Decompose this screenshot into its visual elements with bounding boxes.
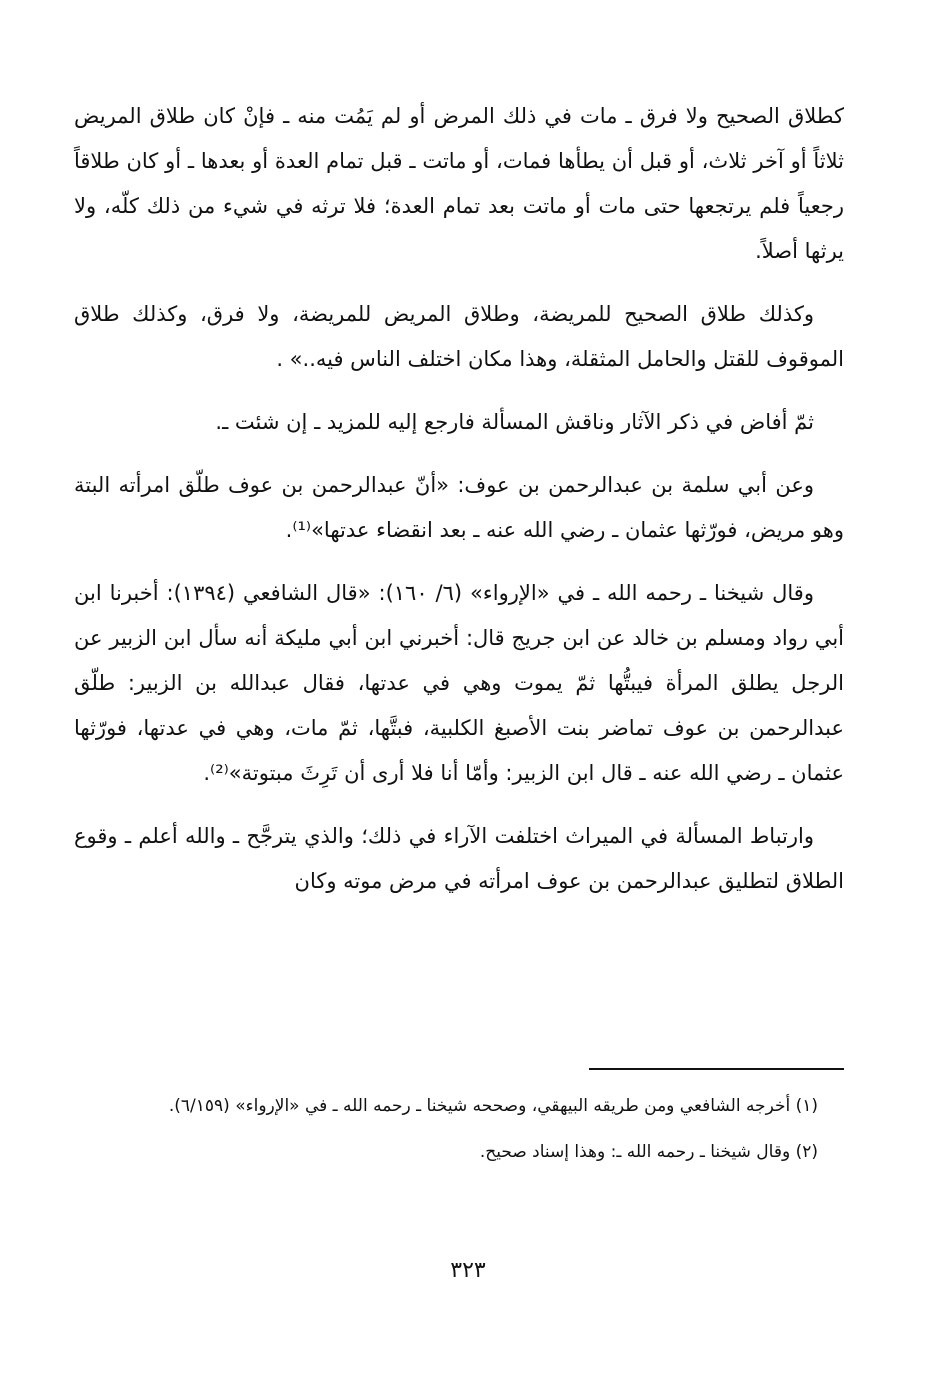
- paragraph-6: وارتباط المسألة في الميراث اختلفت الآراء في ذلك؛ والذي يترجَّح ـ والله أعلم ـ وقوع الطلاق لتطليق عبدالرحمن بن عوف امرأته في مرض موته وكان: [74, 824, 844, 893]
- footnotes: [74, 1088, 844, 1180]
- paragraph-2: وكذلك طلاق الصحيح للمريضة، وطلاق المريض للمريضة، ولا فرق، وكذلك طلاق الموقوف للقتل والحامل المثقلة، وهذا مكان اختلف الناس فيه..» .: [74, 302, 844, 371]
- main-text: [74, 94, 844, 922]
- paragraph-5: وقال شيخنا ـ رحمه الله ـ في «الإرواء» (٦/ ١٦٠): «قال الشافعي (١٣٩٤): أخبرنا ابن أبي رواد ومسلم بن خالد عن ابن جريج قال: أخبرني ابن أبي مليكة أنه سأل ابن الزبير عن الرجل يطلق المرأة فيبتُّها ثمّ يموت وهي في عدتها، فقال عبدالله بن الزبير: طلّق عبدالرحمن بن عوف تماضر بنت الأصبغ الكلبية، فبتَّها، ثمّ مات، وهي في عدتها، فورّثها عثمان ـ رضي الله عنه ـ قال ابن الزبير: وأمّا أنا فلا أرى أن تَرِثَ مبتوتة»⁽²⁾.: [74, 581, 844, 785]
- footnote-2: (٢) وقال شيخنا ـ رحمه الله ـ: وهذا إسناد صحيح.: [479, 1142, 818, 1162]
- paragraph-4: وعن أبي سلمة بن عبدالرحمن بن عوف: «أنّ عبدالرحمن بن عوف طلّق امرأته البتة وهو مريض، فورّثها عثمان ـ رضي الله عنه ـ بعد انقضاء عدتها»⁽¹⁾.: [74, 473, 844, 542]
- footnote-1: (١) أخرجه الشافعي ومن طريقه البيهقي، وصححه شيخنا ـ رحمه الله ـ في «الإرواء» (٦/١٥٩).: [168, 1096, 818, 1116]
- page-number: ٣٢٣: [450, 1258, 486, 1283]
- footnote-separator: [589, 1068, 844, 1070]
- paragraph-1: كطلاق الصحيح ولا فرق ـ مات في ذلك المرض أو لم يَمُت منه ـ فإنْ كان طلاق المريض ثلاثاً أو آخر ثلاث، أو قبل أن يطأها فمات، أو ماتت ـ قبل تمام العدة أو بعدها ـ أو كان طلاقاً رجعياً فلم يرتجعها حتى مات أو ماتت بعد تمام العدة؛ فلا ترثه في شيء من ذلك كلّه، ولا يرثها أصلاً.: [74, 104, 844, 263]
- paragraph-3: ثمّ أفاض في ذكر الآثار وناقش المسألة فارجع إليه للمزيد ـ إن شئت ـ.: [215, 410, 814, 434]
